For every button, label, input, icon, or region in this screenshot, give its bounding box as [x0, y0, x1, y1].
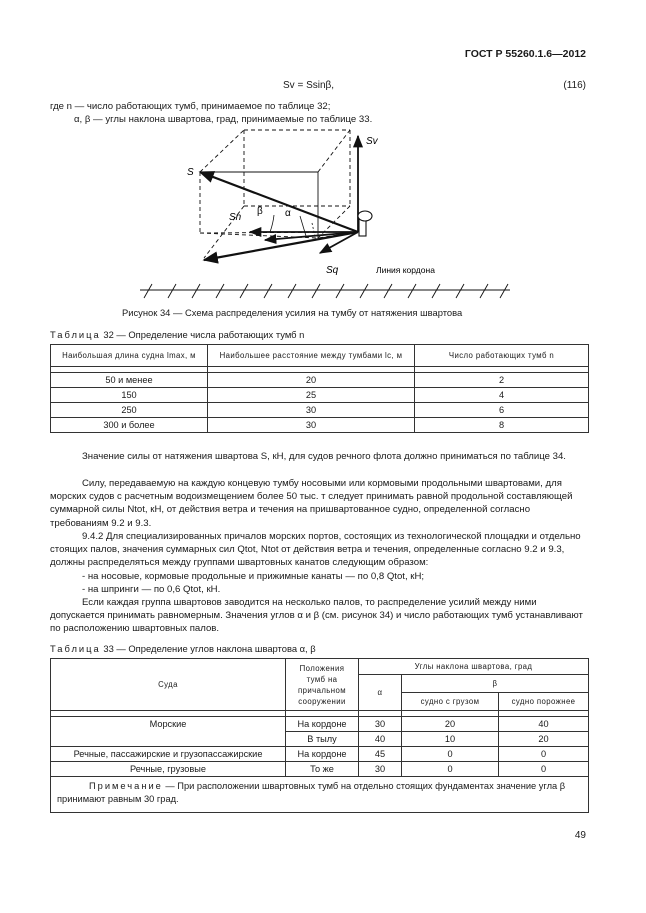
paragraph-river-fleet: Значение силы от натяжения швартова S, кН, для судов речного флота должно приниматься по таблице 34.: [82, 451, 566, 462]
table-33: [50, 658, 589, 813]
t32-cell: 250: [51, 403, 208, 418]
definition-angles: α, β — углы наклона швартова, град, принимаемые по таблице 33.: [74, 114, 373, 125]
vector-horizontal: [204, 232, 358, 260]
t32-cell: 2: [415, 373, 589, 388]
t32-cell: 25: [208, 388, 415, 403]
t32-cell: 20: [208, 373, 415, 388]
t33-header-beta: β: [402, 675, 589, 693]
note-label: Примечание: [89, 781, 163, 791]
figure-34-diagram: [140, 128, 520, 306]
t33-cell: 10: [402, 732, 499, 747]
table32-title: [50, 329, 304, 340]
t33-cell: 45: [359, 747, 402, 762]
list-item-springs: - на шпринги — по 0,6 Qtot, кН.: [82, 584, 221, 595]
label-beta: β: [257, 206, 263, 217]
t33-cell: 30: [359, 717, 402, 732]
t32-cell: 150: [51, 388, 208, 403]
table-row: [51, 403, 589, 418]
label-s: S: [187, 167, 194, 178]
table-row: [51, 373, 589, 388]
table-row: [51, 717, 589, 732]
label-cordon-line: Линия кордона: [376, 265, 435, 275]
t33-header-vessels: Суда: [51, 659, 286, 711]
t33-header-angles: Углы наклона швартова, град: [359, 659, 589, 675]
label-sq: Sq: [326, 265, 339, 276]
note-text: — При расположении швартовных тумб на отдельно стоящих фундаментах значение угла β принимают равным 30 град.: [57, 781, 566, 804]
t33-header-position: Положения тумб на причальном сооружении: [286, 659, 359, 711]
table33-label: Таблица: [50, 643, 101, 654]
table-row: [51, 418, 589, 433]
table-32: [50, 344, 589, 433]
t32-cell: 30: [208, 418, 415, 433]
formula: Sv = Ssinβ,: [283, 80, 335, 91]
table-row: [51, 388, 589, 403]
label-sv: Sv: [366, 136, 378, 147]
table32-label: Таблица: [50, 329, 101, 340]
t32-header-length: Наибольшая длина судна lmax, м: [51, 345, 208, 367]
t33-cell: 40: [499, 717, 589, 732]
t33-cell: То же: [286, 762, 359, 777]
t32-cell: 6: [415, 403, 589, 418]
t33-note: [51, 777, 589, 813]
t33-cell: 0: [499, 747, 589, 762]
t33-header-empty: судно порожнее: [499, 693, 589, 711]
paragraph-9-4-2: 9.4.2 Для специализированных причалов морских портов, состоящих из технологической площадки и отдельно стоящих палов, значения суммарных сил Qtot, Ntot от действия ветра и течения, определенные согласно 9.2 и 9.3, должны распределяться между группами швартовных канатов следующим образом:: [50, 531, 581, 569]
t32-cell: 8: [415, 418, 589, 433]
t33-cell: 20: [402, 717, 499, 732]
t33-cell: 0: [499, 762, 589, 777]
t32-cell: 30: [208, 403, 415, 418]
t32-cell: 50 и менее: [51, 373, 208, 388]
paragraph-distribution: Если каждая группа швартовов заводится на несколько палов, то распределение усилий между ними допускается принимать равномерным. Значения углов α и β (см. рисунок 34) и число работающих тумб устанавливают по расположению швартовных палов.: [50, 597, 583, 635]
t33-cell: Речные, грузовые: [51, 762, 286, 777]
t32-cell: 4: [415, 388, 589, 403]
t33-header-loaded: судно с грузом: [402, 693, 499, 711]
t33-cell: 0: [402, 762, 499, 777]
t33-cell: В тылу: [286, 732, 359, 747]
t33-cell: 30: [359, 762, 402, 777]
label-alpha: α: [285, 208, 291, 219]
table-row: [51, 747, 589, 762]
t33-cell: Речные, пассажирские и грузопассажирские: [51, 747, 286, 762]
t33-cell: На кордоне: [286, 717, 359, 732]
table-row: [51, 762, 589, 777]
t33-header-alpha: α: [359, 675, 402, 711]
page-number: 49: [574, 830, 586, 841]
document-header: ГОСТ Р 55260.1.6—2012: [464, 48, 586, 60]
t33-cell: 0: [402, 747, 499, 762]
t32-cell: 300 и более: [51, 418, 208, 433]
table33-caption: 33 — Определение углов наклона швартова α, β: [100, 643, 316, 654]
t33-cell: Морские: [51, 717, 286, 747]
t32-header-distance: Наибольшее расстояние между тумбами lc, м: [208, 345, 415, 367]
formula-number: (116): [563, 80, 586, 91]
label-sn: Sn: [229, 212, 242, 223]
t33-cell: 40: [359, 732, 402, 747]
paragraph-end-bollard: Силу, передаваемую на каждую концевую тумбу носовыми или кормовыми продольными швартовами, для морских судов с расчетным водоизмещением более 50 тыс. т следует принимать равной продольной составляющей суммарной силы Ntot, кН, от действия ветра и течения на пришвартованное судно, определенной согласно требованиям 9.2 и 9.3.: [50, 478, 573, 529]
list-item-bow-stern: - на носовые, кормовые продольные и прижимные канаты — по 0,8 Qtot, кН;: [82, 571, 425, 582]
figure-caption: Рисунок 34 — Схема распределения усилия на тумбу от натяжения швартова: [122, 307, 463, 318]
t32-header-count: Число работающих тумб n: [415, 345, 589, 367]
t33-cell: 20: [499, 732, 589, 747]
bollard-icon: [358, 211, 372, 236]
vector-s: [200, 172, 358, 232]
definition-n: где n — число работающих тумб, принимаемое по таблице 32;: [50, 101, 331, 112]
t33-cell: На кордоне: [286, 747, 359, 762]
table33-title: [50, 643, 316, 654]
table32-caption: 32 — Определение числа работающих тумб n: [100, 329, 305, 340]
